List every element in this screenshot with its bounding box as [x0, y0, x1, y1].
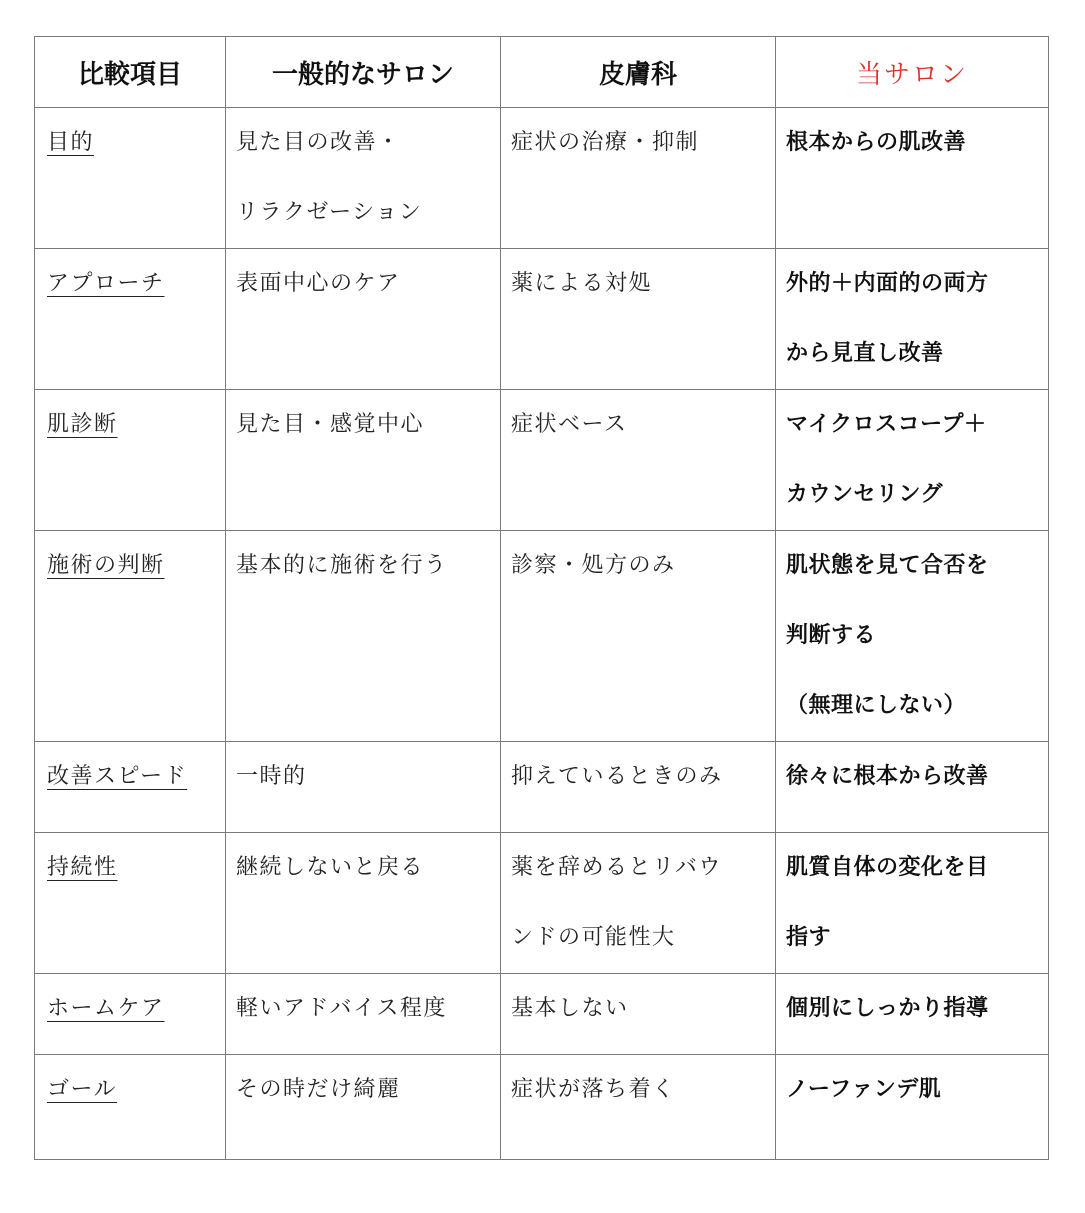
- cell-dermatology: [501, 1055, 776, 1160]
- comparison-table: [34, 36, 1049, 1160]
- header-dermatology: 皮膚科: [501, 37, 776, 108]
- cell-text-line: （無理にしない）: [786, 693, 967, 718]
- cell-text-line: 持続性: [47, 855, 118, 880]
- cell-general-salon: [226, 742, 501, 833]
- cell-text-line: ンドの可能性大: [511, 925, 676, 950]
- table-row: [35, 531, 1049, 742]
- cell-text-line: 個別にしっかり指導: [786, 996, 989, 1021]
- cell-our-salon: [776, 249, 1049, 390]
- cell-general-salon: [226, 833, 501, 974]
- cell-text-line: 薬による対処: [511, 271, 653, 296]
- cell-text-line: カウンセリング: [786, 482, 944, 507]
- cell-text-line: その時だけ綺麗: [236, 1077, 401, 1102]
- cell-our-salon: [776, 108, 1049, 249]
- cell-text-line: 指す: [786, 925, 832, 950]
- cell-item: [35, 974, 226, 1055]
- cell-our-salon: [776, 974, 1049, 1055]
- cell-item: [35, 249, 226, 390]
- cell-item: [35, 108, 226, 249]
- cell-item: [35, 390, 226, 531]
- cell-text-line: 施術の判断: [47, 553, 165, 578]
- cell-text-line: ホームケア: [47, 996, 165, 1021]
- cell-general-salon: [226, 531, 501, 742]
- cell-text-line: 目的: [47, 130, 95, 155]
- cell-dermatology: [501, 742, 776, 833]
- cell-item: [35, 742, 226, 833]
- cell-text-line: 徐々に根本から改善: [786, 764, 989, 789]
- cell-general-salon: [226, 1055, 501, 1160]
- cell-dermatology: [501, 833, 776, 974]
- cell-text-line: アプローチ: [47, 271, 165, 296]
- cell-dermatology: [501, 531, 776, 742]
- cell-text-line: 一時的: [236, 764, 307, 789]
- table-row: [35, 1055, 1049, 1160]
- cell-text-line: 改善スピード: [47, 764, 188, 789]
- cell-our-salon: [776, 390, 1049, 531]
- cell-item: [35, 1055, 226, 1160]
- cell-dermatology: [501, 390, 776, 531]
- cell-text-line: ゴール: [47, 1077, 118, 1102]
- cell-text-line: 肌質自体の変化を目: [786, 855, 989, 880]
- table-row: [35, 108, 1049, 249]
- table-row: [35, 742, 1049, 833]
- table-row: [35, 833, 1049, 974]
- cell-text-line: から見直し改善: [786, 341, 944, 366]
- cell-dermatology: [501, 108, 776, 249]
- table-body: [35, 108, 1049, 1160]
- cell-our-salon: [776, 833, 1049, 974]
- cell-text-line: 外的＋内面的の両方: [786, 271, 989, 296]
- table-header-row: [35, 37, 1049, 108]
- cell-text-line: 見た目・感覚中心: [236, 412, 425, 437]
- cell-text-line: 症状が落ち着く: [511, 1077, 676, 1102]
- cell-dermatology: [501, 249, 776, 390]
- cell-text-line: 基本的に施術を行う: [236, 553, 448, 578]
- cell-text-line: 肌状態を見て合否を: [786, 553, 989, 578]
- cell-general-salon: [226, 390, 501, 531]
- cell-general-salon: [226, 108, 501, 249]
- cell-text-line: 表面中心のケア: [236, 271, 401, 296]
- header-item: 比較項目: [35, 37, 226, 108]
- table-row: [35, 249, 1049, 390]
- cell-dermatology: [501, 974, 776, 1055]
- header-general-salon: 一般的なサロン: [226, 37, 501, 108]
- header-our-salon: 当サロン: [776, 37, 1049, 108]
- cell-item: [35, 833, 226, 974]
- cell-text-line: 抑えているときのみ: [511, 764, 723, 789]
- cell-text-line: ノーファンデ肌: [786, 1077, 942, 1102]
- cell-text-line: 判断する: [786, 623, 877, 648]
- cell-our-salon: [776, 531, 1049, 742]
- cell-text-line: 根本からの肌改善: [786, 130, 967, 155]
- cell-text-line: 継続しないと戻る: [236, 855, 425, 880]
- cell-text-line: 症状の治療・抑制: [511, 130, 700, 155]
- cell-text-line: 診察・処方のみ: [511, 553, 676, 578]
- table-row: [35, 974, 1049, 1055]
- cell-text-line: 肌診断: [47, 412, 118, 437]
- cell-general-salon: [226, 249, 501, 390]
- cell-text-line: 症状ベース: [511, 412, 628, 437]
- cell-text-line: 薬を辞めるとリバウ: [511, 855, 722, 880]
- cell-general-salon: [226, 974, 501, 1055]
- table-row: [35, 390, 1049, 531]
- cell-text-line: 見た目の改善・: [236, 130, 401, 155]
- cell-item: [35, 531, 226, 742]
- cell-text-line: 基本しない: [511, 996, 629, 1021]
- cell-text-line: 軽いアドバイス程度: [236, 996, 447, 1021]
- cell-text-line: マイクロスコープ＋: [786, 412, 987, 437]
- cell-text-line: リラクゼーション: [236, 200, 423, 225]
- cell-our-salon: [776, 1055, 1049, 1160]
- cell-our-salon: [776, 742, 1049, 833]
